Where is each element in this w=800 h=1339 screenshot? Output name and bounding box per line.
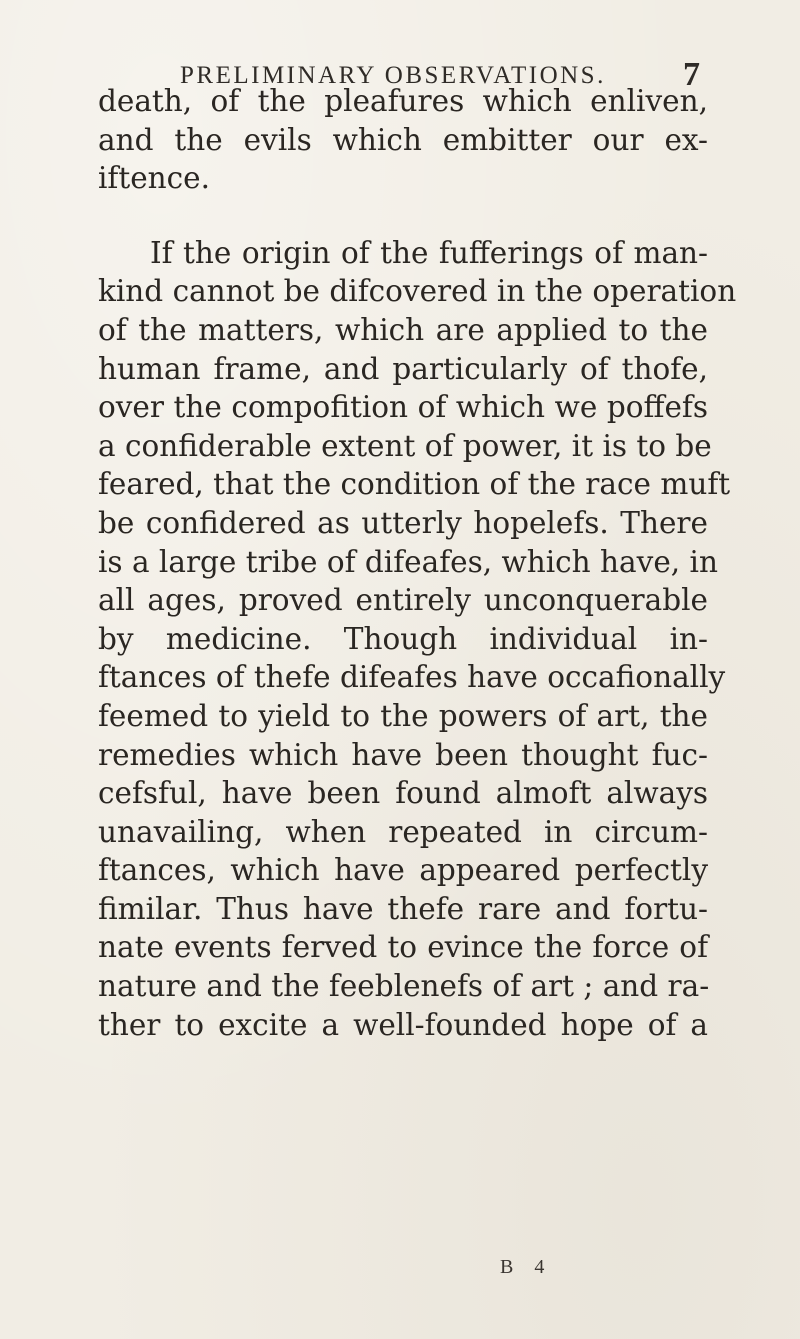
text-line: death, of the pleafures which enliven, (98, 84, 708, 118)
text-line: a confiderable extent of power, it is to be (98, 428, 712, 463)
body-text (98, 82, 737, 1044)
signature-mark: B 4 (500, 1256, 553, 1278)
text-line: of the matters, which are applied to the (98, 312, 708, 347)
text-line: unavailing, when repeated in circum- (98, 814, 708, 849)
text-line: iftence. (98, 161, 211, 196)
text-line: ftances of thefe difeafes have occafionally (98, 660, 726, 695)
text-line: fimilar. Thus have thefe rare and fortu- (98, 891, 708, 926)
text-line: If the origin of the fufferings of man- (150, 235, 708, 270)
text-line: all ages, proved entirely unconquerable (98, 583, 708, 618)
text-line: over the compofition of which we poffefs (98, 390, 708, 425)
text-line: and the evils which embitter our ex- (98, 122, 708, 157)
running-title: PRELIMINARY OBSERVATIONS. (180, 62, 606, 89)
text-line: kind cannot be difcovered in the operation (98, 274, 737, 309)
text-line: is a large tribe of difeafes, which have, in (98, 544, 718, 579)
text-line: feemed to yield to the powers of art, the (98, 698, 708, 733)
text-line: ftances, which have appeared perfectly (98, 853, 708, 888)
text-line: by medicine. Though individual in- (98, 621, 708, 656)
text-line: feared, that the condition of the race muft (98, 467, 731, 502)
page-number: 7 (683, 56, 700, 93)
text-line: remedies which have been thought fuc- (98, 737, 708, 772)
text-line: human frame, and particularly of thofe, (98, 351, 708, 386)
text-line: ther to excite a well-founded hope of a (98, 1007, 708, 1042)
text-line: nature and the feeblenefs of art ; and ra- (98, 969, 710, 1004)
text-line: nate events ferved to evince the force of (98, 930, 708, 965)
text-line: cefsful, have been found almoft always (98, 776, 708, 811)
paragraph-gap (98, 198, 708, 234)
text-line: be confidered as utterly hopelefs. There (98, 505, 708, 540)
